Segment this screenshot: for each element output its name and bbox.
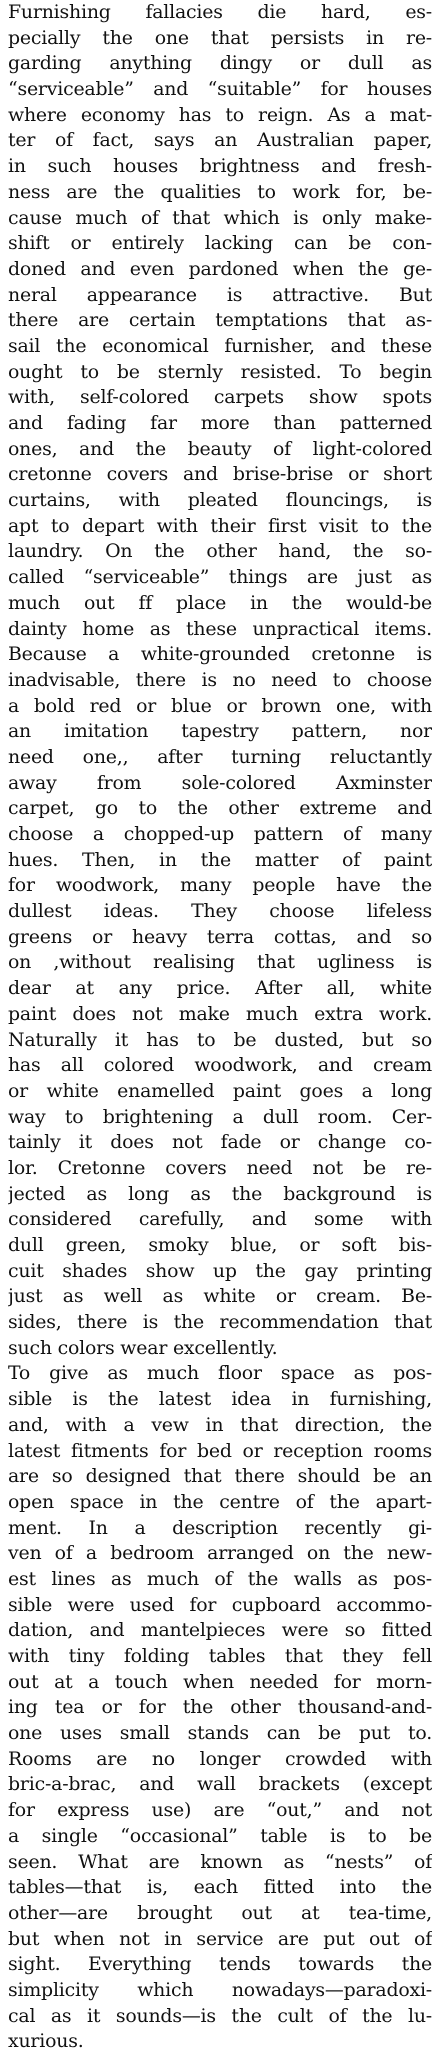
text-line: ven of a bedroom arranged on the new-: [8, 1542, 432, 1565]
text-line: but when not in service are put out of: [8, 1927, 432, 1950]
text-line: or white enamelled paint goes a long: [8, 1079, 432, 1102]
text-line: pecially the one that persists in re-: [8, 26, 432, 49]
text-line: dear at any price. After all, white: [8, 977, 432, 1000]
text-line: est lines as much of the walls as pos-: [8, 1567, 432, 1590]
text-line: seen. What are known as “nests” of: [8, 1850, 432, 1873]
text-line: bric-a-brac, and wall brackets (except: [8, 1773, 432, 1796]
text-line: considered carefully, and some with: [8, 1208, 432, 1231]
text-line: are so designed that there should be an: [8, 1465, 432, 1488]
text-line: lor. Cretonne covers need not be re-: [8, 1156, 432, 1179]
text-line: for express use) are “out,” and not: [8, 1799, 432, 1822]
text-line: inadvisable, there is no need to choose: [8, 668, 432, 691]
text-line: dull green, smoky blue, or soft bis-: [8, 1234, 432, 1256]
text-line: and, with a vew in that direction, the: [8, 1413, 432, 1436]
text-line: ter of fact, says an Australian paper,: [8, 129, 432, 152]
text-line: with, self-colored carpets show spots: [8, 386, 432, 409]
text-line: xurious.: [8, 2030, 84, 2053]
text-line: cause much of that which is only make-: [8, 206, 432, 229]
text-line: cal as it sounds—is the cult of the lu-: [8, 2004, 432, 2027]
text-line: on ,without realising that ugliness is: [8, 951, 432, 974]
text-line: where economy has to reign. As a mat-: [8, 103, 432, 126]
text-line: in such houses brightness and fresh-: [8, 155, 432, 178]
text-line: sible is the latest idea in furnishing,: [8, 1388, 432, 1411]
text-line: need one,, after turning reluctantly: [8, 745, 432, 768]
text-line: choose a chopped-up pattern of many: [8, 823, 432, 845]
text-line: ness are the qualities to work for, be-: [8, 180, 432, 203]
paragraph-floor-space: [8, 1361, 432, 2055]
text-line: has all colored woodwork, and cream: [8, 1054, 432, 1077]
text-line: cretonne covers and brise-brise or short: [8, 463, 432, 486]
text-line: ing tea or for the other thousand-and-: [8, 1696, 432, 1719]
text-line: latest fitments for bed or reception rooms: [8, 1439, 432, 1462]
text-line: away from sole-colored Axminster: [8, 771, 432, 794]
text-line: hues. Then, in the matter of paint: [8, 848, 432, 871]
text-line: open space in the centre of the apart-: [8, 1490, 432, 1513]
text-line: there are certain temptations that as-: [8, 309, 432, 332]
text-line: jected as long as the background is: [8, 1182, 432, 1205]
text-line: simplicity which nowadays—paradoxi-: [8, 1978, 432, 2001]
text-line: paint does not make much extra work.: [8, 1002, 432, 1025]
text-line: laundry. On the other hand, the so-: [8, 540, 432, 563]
text-line: To give as much floor space as pos-: [8, 1362, 432, 1385]
text-line: a single “occasional” table is to be: [8, 1824, 432, 1847]
text-line: ment. In a description recently gi-: [8, 1516, 432, 1539]
text-line: out at a touch when needed for morn-: [8, 1670, 432, 1693]
text-line: sight. Everything tends towards the: [8, 1953, 432, 1976]
text-line: tainly it does not fade or change co-: [8, 1131, 432, 1154]
text-line: sides, there is the recommendation that: [8, 1311, 432, 1334]
text-line: shift or entirely lacking can be con-: [8, 232, 432, 255]
text-line: Naturally it has to be dusted, but so: [8, 1028, 432, 1051]
text-line: curtains, with pleated flouncings, is: [8, 489, 432, 512]
text-line: garding anything dingy or dull as: [8, 52, 432, 75]
article-column: [8, 0, 432, 2055]
text-line: such colors wear excellently.: [8, 1336, 278, 1359]
text-line: dation, and mantelpieces were so fitted: [8, 1619, 432, 1642]
text-line: neral appearance is attractive. But: [8, 283, 432, 306]
text-line: Because a white-grounded cretonne is: [8, 643, 432, 666]
text-line: with tiny folding tables that they fell: [8, 1645, 432, 1667]
text-line: greens or heavy terra cottas, and so: [8, 925, 432, 948]
text-line: called “serviceable” things are just as: [8, 566, 432, 589]
text-line: an imitation tapestry pattern, nor: [8, 720, 432, 743]
text-line: cuit shades show up the gay printing: [8, 1259, 432, 1282]
text-line: and fading far more than patterned: [8, 412, 432, 434]
text-line: for woodwork, many people have the: [8, 874, 432, 897]
text-line: tables—that is, each fitted into the: [8, 1876, 432, 1899]
text-line: sible were used for cupboard accommo-: [8, 1593, 432, 1616]
text-line: sail the economical furnisher, and these: [8, 334, 432, 357]
text-line: doned and even pardoned when the ge-: [8, 257, 432, 280]
text-line: just as well as white or cream. Be-: [8, 1285, 432, 1308]
text-line: dullest ideas. They choose lifeless: [8, 900, 432, 923]
text-line: ones, and the beauty of light-colored: [8, 437, 432, 460]
text-line: carpet, go to the other extreme and: [8, 797, 432, 820]
text-line: way to brightening a dull room. Cer-: [8, 1105, 432, 1128]
text-line: other—are brought out at tea-time,: [8, 1901, 432, 1924]
text-line: a bold red or blue or brown one, with: [8, 694, 432, 717]
text-line: much out ff place in the would-be: [8, 591, 432, 614]
paragraph-furnishing-fallacies: [8, 0, 432, 1361]
text-line: “serviceable” and “suitable” for houses: [8, 78, 432, 101]
text-line: apt to depart with their first visit to the: [8, 514, 432, 537]
text-line: Rooms are no longer crowded with: [8, 1747, 432, 1770]
text-line: one uses small stands can be put to.: [8, 1722, 432, 1745]
text-line: dainty home as these unpractical items.: [8, 617, 432, 640]
text-line: ought to be sternly resisted. To begin: [8, 360, 432, 383]
text-line: Furnishing fallacies die hard, es-: [8, 1, 432, 23]
